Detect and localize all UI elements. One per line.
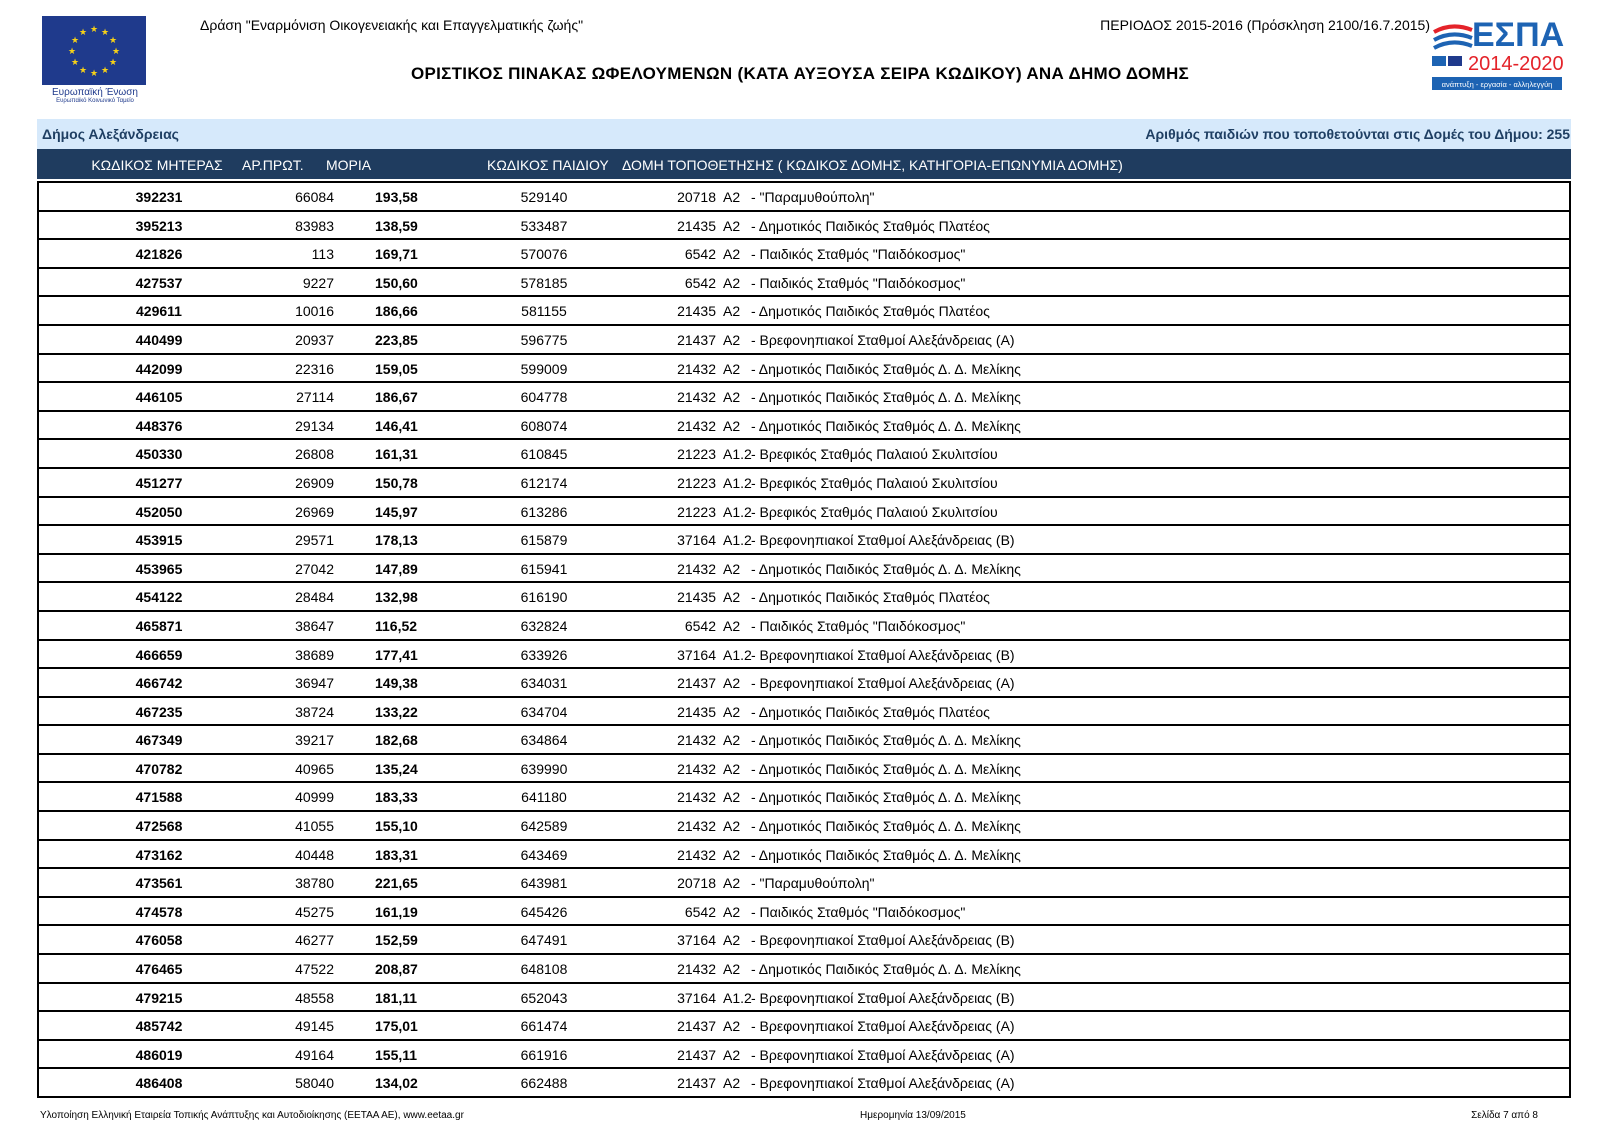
structure-code: 21437 [677, 331, 716, 348]
structure-name: - Βρεφονηπιακοί Σταθμοί Αλεξάνδρειας (Α) [751, 675, 1015, 692]
child-code: 633926 [520, 646, 568, 663]
structure-name: - Δημοτικός Παιδικός Σταθμός Δ. Δ. Μελίκης [751, 360, 1021, 377]
moria-score: 178,13 [375, 532, 418, 549]
svg-text:★: ★ [100, 28, 110, 38]
structure-code: 37164 [677, 646, 716, 663]
prot-number: 26808 [295, 446, 334, 463]
structure-code: 21437 [677, 1018, 716, 1035]
structure-name: - Δημοτικός Παιδικός Σταθμός Δ. Δ. Μελίκης [751, 560, 1021, 577]
structure-category: A1.2 [723, 503, 752, 520]
child-code: 661474 [520, 1018, 568, 1035]
structure-code: 37164 [677, 932, 716, 949]
moria-score: 175,01 [375, 1018, 418, 1035]
structure-code: 21432 [677, 789, 716, 806]
espa-swoosh-icon [1434, 26, 1472, 48]
mother-code: 476465 [135, 961, 183, 978]
moria-score: 183,31 [375, 846, 418, 863]
prot-number: 40999 [295, 789, 334, 806]
svg-text:★: ★ [70, 36, 80, 46]
moria-score: 152,59 [375, 932, 418, 949]
structure-category: A2 [723, 675, 741, 692]
svg-text:★: ★ [108, 58, 118, 68]
table-row [39, 898, 1569, 927]
table-row [39, 183, 1569, 212]
mother-code: 476058 [135, 932, 183, 949]
moria-score: 138,59 [375, 217, 418, 234]
structure-code: 21437 [677, 1046, 716, 1063]
svg-text:★: ★ [108, 36, 118, 46]
child-code: 634031 [520, 675, 568, 692]
child-code: 604778 [520, 389, 568, 406]
moria-score: 183,33 [375, 789, 418, 806]
structure-code: 21223 [677, 446, 716, 463]
table-row [39, 641, 1569, 670]
moria-score: 161,19 [375, 903, 418, 920]
structure-code: 20718 [677, 189, 716, 205]
structure-code: 6542 [684, 617, 716, 634]
child-code: 647491 [520, 932, 568, 949]
prot-number: 40965 [295, 760, 334, 777]
child-code: 639990 [520, 760, 568, 777]
prot-number: 26909 [295, 474, 334, 491]
structure-code: 21432 [677, 560, 716, 577]
child-code: 608074 [520, 417, 568, 434]
mother-code: 467349 [135, 732, 183, 749]
prot-number: 10016 [295, 303, 334, 320]
structure-category: A2 [723, 246, 741, 263]
structure-code: 21223 [677, 503, 716, 520]
svg-text:★: ★ [78, 66, 88, 76]
prot-number: 49145 [295, 1018, 334, 1035]
structure-category: A2 [723, 875, 741, 892]
child-code: 652043 [520, 989, 568, 1006]
structure-code: 21435 [677, 589, 716, 606]
child-code: 634864 [520, 732, 568, 749]
mother-code: 452050 [135, 503, 183, 520]
moria-score: 150,60 [375, 274, 418, 291]
mother-code: 474578 [135, 903, 183, 920]
column-header-prot-no: ΑΡ.ΠΡΩΤ. [242, 157, 304, 173]
table-row [39, 412, 1569, 441]
table-row [39, 240, 1569, 269]
table-row [39, 841, 1569, 870]
structure-name: - Βρεφονηπιακοί Σταθμοί Αλεξάνδρειας (Β) [751, 646, 1015, 663]
moria-score: 155,11 [375, 1046, 418, 1063]
structure-category: A1.2 [723, 646, 752, 663]
structure-code: 21432 [677, 961, 716, 978]
table-row [39, 669, 1569, 698]
moria-score: 147,89 [375, 560, 418, 577]
child-code: 599009 [520, 360, 568, 377]
child-code: 661916 [520, 1046, 568, 1063]
svg-text:★: ★ [70, 58, 80, 68]
child-code: 615879 [520, 532, 568, 549]
child-code: 613286 [520, 503, 568, 520]
structure-category: A2 [723, 331, 741, 348]
structure-name: - "Παραμυθούπολη" [751, 875, 875, 892]
municipality-bar [37, 119, 1571, 149]
prot-number: 38689 [295, 646, 334, 663]
structure-code: 21432 [677, 732, 716, 749]
structure-code: 37164 [677, 532, 716, 549]
prot-number: 113 [311, 246, 334, 263]
moria-score: 132,98 [375, 589, 418, 606]
municipality-name: Δήμος Αλεξάνδρειας [42, 126, 179, 142]
mother-code: 450330 [135, 446, 183, 463]
structure-code: 21432 [677, 360, 716, 377]
structure-code: 21432 [677, 389, 716, 406]
child-code: 533487 [520, 217, 568, 234]
table-row [39, 383, 1569, 412]
prot-number: 29571 [295, 532, 334, 549]
moria-score: 182,68 [375, 732, 418, 749]
child-code: 570076 [520, 246, 568, 263]
structure-category: A1.2 [723, 474, 752, 491]
table-row [39, 984, 1569, 1013]
moria-score: 134,02 [375, 1075, 418, 1092]
structure-category: A2 [723, 274, 741, 291]
structure-name: - Βρεφικός Σταθμός Παλαιού Σκυλιτσίου [751, 503, 998, 520]
structure-category: A2 [723, 360, 741, 377]
table-row [39, 726, 1569, 755]
table-row [39, 212, 1569, 241]
structure-category: A1.2 [723, 446, 752, 463]
table-row [39, 612, 1569, 641]
espa-tagline: ανάπτυξη - εργασία - αλληλεγγύη [1441, 80, 1553, 89]
structure-code: 21435 [677, 303, 716, 320]
structure-code: 21432 [677, 846, 716, 863]
mother-code: 440499 [135, 331, 183, 348]
svg-text:★: ★ [67, 47, 77, 57]
table-row [39, 1012, 1569, 1041]
structure-name: - Παιδικός Σταθμός "Παιδόκοσμος" [751, 274, 966, 291]
eu-sublabel: Ευρωπαϊκό Κοινωνικό Ταμείο [56, 98, 134, 104]
svg-text:★: ★ [100, 66, 110, 76]
structure-code: 20718 [677, 875, 716, 892]
structure-category: A2 [723, 732, 741, 749]
structure-code: 37164 [677, 989, 716, 1006]
child-code: 643469 [520, 846, 568, 863]
mother-code: 470782 [135, 760, 183, 777]
child-code: 662488 [520, 1075, 568, 1092]
structure-name: - Δημοτικός Παιδικός Σταθμός Δ. Δ. Μελίκης [751, 389, 1021, 406]
moria-score: 181,11 [375, 989, 418, 1006]
moria-score: 161,31 [375, 446, 418, 463]
structure-code: 6542 [684, 246, 716, 263]
espa-years: 2014-2020 [1468, 53, 1564, 75]
table-row [39, 955, 1569, 984]
prot-number: 39217 [295, 732, 334, 749]
child-code: 596775 [520, 331, 568, 348]
mother-code: 466742 [135, 675, 183, 692]
table-row [39, 869, 1569, 898]
mother-code: 442099 [135, 360, 183, 377]
table-row [39, 926, 1569, 955]
structure-category: A2 [723, 961, 741, 978]
children-count: Αριθμός παιδιών που τοποθετούνται στις Δομές του Δήμου: 255 [1145, 126, 1570, 142]
footer-implementation: Υλοποίηση Ελληνική Εταιρεία Τοπικής Ανάπτυξης και Αυτοδιοίκησης (ΕΕΤΑΑ ΑΕ), www.eetaa.gr [40, 1110, 464, 1121]
prot-number: 41055 [295, 818, 334, 835]
structure-code: 21432 [677, 818, 716, 835]
table-row [39, 755, 1569, 784]
svg-text:★: ★ [111, 47, 121, 57]
mother-code: 448376 [135, 417, 183, 434]
structure-category: A2 [723, 589, 741, 606]
structure-category: A2 [723, 932, 741, 949]
structure-code: 21435 [677, 217, 716, 234]
structure-name: - Βρεφονηπιακοί Σταθμοί Αλεξάνδρειας (Α) [751, 1075, 1015, 1092]
table-row [39, 326, 1569, 355]
structure-code: 21435 [677, 703, 716, 720]
moria-score: 169,71 [375, 246, 418, 263]
moria-score: 116,52 [375, 617, 418, 634]
structure-name: - Δημοτικός Παιδικός Σταθμός Δ. Δ. Μελίκης [751, 760, 1021, 777]
child-code: 643981 [520, 875, 568, 892]
mother-code: 446105 [135, 389, 183, 406]
structure-name: - Βρεφικός Σταθμός Παλαιού Σκυλιτσίου [751, 474, 998, 491]
prot-number: 28484 [295, 589, 334, 606]
moria-score: 135,24 [375, 760, 418, 777]
structure-code: 21223 [677, 474, 716, 491]
action-title: Δράση "Εναρμόνιση Οικογενειακής και Επαγγελματικής ζωής" [200, 17, 584, 33]
prot-number: 40448 [295, 846, 334, 863]
prot-number: 47522 [295, 961, 334, 978]
prot-number: 46277 [295, 932, 334, 949]
prot-number: 49164 [295, 1046, 334, 1063]
structure-name: - Δημοτικός Παιδικός Σταθμός Δ. Δ. Μελίκης [751, 732, 1021, 749]
structure-category: A2 [723, 818, 741, 835]
prot-number: 27114 [296, 389, 334, 406]
footer-page-number: Σελίδα 7 από 8 [1471, 1110, 1538, 1121]
column-header-moria: ΜΟΡΙΑ [326, 157, 372, 173]
table-row [39, 1041, 1569, 1070]
prot-number: 45275 [295, 903, 334, 920]
structure-name: - Δημοτικός Παιδικός Σταθμός Πλατέος [751, 217, 990, 234]
eu-logo [42, 16, 148, 104]
prot-number: 66084 [295, 189, 334, 205]
prot-number: 38647 [295, 617, 334, 634]
table-row [39, 440, 1569, 469]
structure-category: A2 [723, 1018, 741, 1035]
mother-code: 472568 [135, 818, 183, 835]
table-row [39, 526, 1569, 555]
moria-score: 149,38 [375, 675, 418, 692]
table-row [39, 469, 1569, 498]
child-code: 634704 [520, 703, 568, 720]
mother-code: 453965 [135, 560, 183, 577]
structure-code: 6542 [684, 274, 716, 291]
structure-category: A2 [723, 217, 741, 234]
table-row [39, 555, 1569, 584]
mother-code: 471588 [135, 789, 183, 806]
structure-category: A2 [723, 617, 741, 634]
structure-category: A2 [723, 703, 741, 720]
child-code: 642589 [520, 818, 568, 835]
mother-code: 421826 [135, 246, 183, 263]
structure-category: A2 [723, 303, 741, 320]
moria-score: 221,65 [375, 875, 418, 892]
moria-score: 159,05 [375, 360, 418, 377]
mother-code: 454122 [135, 589, 183, 606]
structure-name: - Βρεφονηπιακοί Σταθμοί Αλεξάνδρειας (Α) [751, 1018, 1015, 1035]
mother-code: 465871 [135, 617, 183, 634]
table-row [39, 498, 1569, 527]
structure-code: 21437 [677, 1075, 716, 1092]
table-row [39, 355, 1569, 384]
column-header-child-code: ΚΩΔΙΚΟΣ ΠΑΙΔΙΟΥ [487, 157, 609, 173]
structure-name: - Παιδικός Σταθμός "Παιδόκοσμος" [751, 246, 966, 263]
mother-code: 453915 [135, 532, 183, 549]
child-code: 648108 [520, 961, 568, 978]
structure-code: 21432 [677, 760, 716, 777]
structure-name: - Δημοτικός Παιδικός Σταθμός Δ. Δ. Μελίκης [751, 818, 1021, 835]
column-header-mother-code: ΚΩΔΙΚΟΣ ΜΗΤΕΡΑΣ [91, 157, 223, 173]
mother-code: 392231 [135, 189, 183, 205]
table-row [39, 583, 1569, 612]
child-code: 641180 [521, 789, 567, 806]
table-row [39, 269, 1569, 298]
espa-title: ΕΣΠΑ [1472, 16, 1565, 54]
prot-number: 22316 [295, 360, 334, 377]
structure-category: A2 [723, 560, 741, 577]
child-code: 612174 [520, 474, 568, 491]
moria-score: 223,85 [375, 331, 418, 348]
table-body [37, 181, 1571, 1098]
child-code: 616190 [520, 589, 568, 606]
prot-number: 20937 [295, 331, 334, 348]
prot-number: 48558 [295, 989, 334, 1006]
mother-code: 486019 [135, 1046, 183, 1063]
table-row [39, 812, 1569, 841]
period-label: ΠΕΡΙΟΔΟΣ 2015-2016 (Πρόσκληση 2100/16.7.2015) [1100, 17, 1430, 33]
child-code: 529140 [520, 189, 568, 205]
mother-code: 473162 [135, 846, 183, 863]
structure-name: - Δημοτικός Παιδικός Σταθμός Δ. Δ. Μελίκης [751, 846, 1021, 863]
structure-category: A2 [723, 389, 741, 406]
structure-category: A2 [723, 1075, 741, 1092]
eu-label: Ευρωπαϊκή Ένωση [52, 87, 138, 98]
structure-name: - Βρεφονηπιακοί Σταθμοί Αλεξάνδρειας (Α) [751, 1046, 1015, 1063]
moria-score: 150,78 [375, 474, 418, 491]
table-header [37, 149, 1571, 179]
structure-code: 21437 [677, 675, 716, 692]
mother-code: 427537 [135, 274, 183, 291]
structure-name: - Βρεφονηπιακοί Σταθμοί Αλεξάνδρειας (Α) [751, 331, 1015, 348]
structure-category: A2 [723, 789, 741, 806]
structure-name: - "Παραμυθούπολη" [751, 189, 875, 205]
child-code: 632824 [520, 617, 568, 634]
mother-code: 451277 [135, 474, 183, 491]
structure-code: 6542 [684, 903, 716, 920]
prot-number: 27042 [295, 560, 334, 577]
structure-name: - Παιδικός Σταθμός "Παιδόκοσμος" [751, 903, 966, 920]
structure-name: - Βρεφονηπιακοί Σταθμοί Αλεξάνδρειας (Β) [751, 532, 1015, 549]
child-code: 645426 [520, 903, 568, 920]
mother-code: 467235 [135, 703, 183, 720]
page-title: ΟΡΙΣΤΙΚΟΣ ΠΙΝΑΚΑΣ ΩΦΕΛΟΥΜΕΝΩΝ (ΚΑΤΑ ΑΥΞΟΥΣΑ ΣΕΙΡΑ ΚΩΔΙΚΟΥ) ΑΝΑ ΔΗΜΟ ΔΟΜΗΣ [410, 64, 1190, 83]
table-row [39, 1069, 1569, 1098]
structure-category: A1.2 [723, 989, 752, 1006]
moria-score: 193,58 [375, 189, 418, 205]
structure-name: - Δημοτικός Παιδικός Σταθμός Δ. Δ. Μελίκης [751, 789, 1021, 806]
mother-code: 473561 [135, 875, 183, 892]
mother-code: 486408 [135, 1075, 183, 1092]
footer-date: Ημερομηνία 13/09/2015 [860, 1110, 966, 1121]
prot-number: 58040 [295, 1075, 334, 1092]
mother-code: 485742 [135, 1018, 183, 1035]
structure-code: 21432 [677, 417, 716, 434]
moria-score: 186,67 [375, 389, 418, 406]
svg-text:★: ★ [89, 25, 99, 35]
structure-name: - Δημοτικός Παιδικός Σταθμός Πλατέος [751, 703, 990, 720]
structure-category: A2 [723, 1046, 741, 1063]
structure-name: - Βρεφικός Σταθμός Παλαιού Σκυλιτσίου [751, 446, 998, 463]
moria-score: 208,87 [375, 961, 418, 978]
moria-score: 145,97 [375, 503, 418, 520]
child-code: 581155 [521, 303, 567, 320]
prot-number: 38780 [295, 875, 334, 892]
svg-text:★: ★ [89, 69, 99, 79]
table-row [39, 783, 1569, 812]
structure-category: A2 [723, 189, 741, 205]
structure-name: - Δημοτικός Παιδικός Σταθμός Δ. Δ. Μελίκης [751, 961, 1021, 978]
mother-code: 429611 [136, 303, 182, 320]
child-code: 578185 [520, 274, 568, 291]
prot-number: 36947 [295, 675, 334, 692]
moria-score: 146,41 [375, 417, 418, 434]
structure-category: A2 [723, 760, 741, 777]
moria-score: 177,41 [375, 646, 418, 663]
svg-text:★: ★ [78, 28, 88, 38]
prot-number: 38724 [295, 703, 334, 720]
structure-category: A2 [723, 846, 741, 863]
structure-category: A2 [723, 417, 741, 434]
structure-name: - Δημοτικός Παιδικός Σταθμός Πλατέος [751, 589, 990, 606]
child-code: 615941 [520, 560, 568, 577]
child-code: 610845 [520, 446, 568, 463]
table-row [39, 297, 1569, 326]
table-row [39, 698, 1569, 727]
structure-name: - Παιδικός Σταθμός "Παιδόκοσμος" [751, 617, 966, 634]
structure-name: - Δημοτικός Παιδικός Σταθμός Δ. Δ. Μελίκης [751, 417, 1021, 434]
prot-number: 26969 [295, 503, 334, 520]
mother-code: 466659 [135, 646, 183, 663]
prot-number: 83983 [295, 217, 334, 234]
structure-name: - Δημοτικός Παιδικός Σταθμός Πλατέος [751, 303, 990, 320]
prot-number: 29134 [295, 417, 334, 434]
column-header-structure: ΔΟΜΗ ΤΟΠΟΘΕΤΗΣΗΣ ( ΚΩΔΙΚΟΣ ΔΟΜΗΣ, ΚΑΤΗΓΟΡΙΑ-ΕΠΩΝΥΜΙΑ ΔΟΜΗΣ) [622, 157, 1123, 173]
moria-score: 155,10 [375, 818, 418, 835]
prot-number: 9227 [302, 274, 334, 291]
mother-code: 395213 [135, 217, 183, 234]
structure-category: A2 [723, 903, 741, 920]
structure-category: A1.2 [723, 532, 752, 549]
mother-code: 479215 [135, 989, 183, 1006]
structure-name: - Βρεφονηπιακοί Σταθμοί Αλεξάνδρειας (Β) [751, 989, 1015, 1006]
moria-score: 186,66 [375, 303, 418, 320]
structure-name: - Βρεφονηπιακοί Σταθμοί Αλεξάνδρειας (Β) [751, 932, 1015, 949]
moria-score: 133,22 [375, 703, 418, 720]
